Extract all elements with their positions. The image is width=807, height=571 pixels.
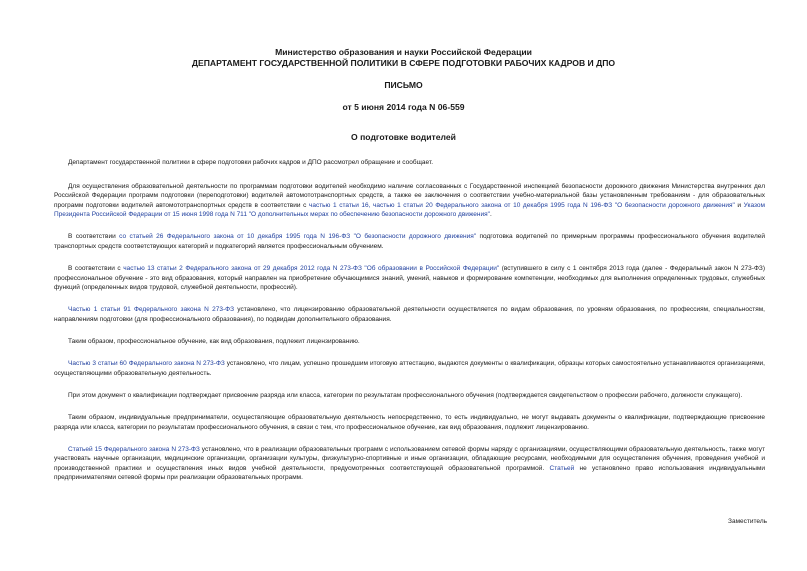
paragraph-text: не установлено право использования индивидуальными предпринимателями сетевой формы при реализации образовательных программ. — [54, 464, 765, 482]
document-type: ПИСЬМО — [384, 80, 423, 90]
paragraph-text: Департамент государственной политики в сфере подготовки рабочих кадров и ДПО рассмотрел обращение и сообщает. — [68, 159, 434, 166]
paragraph-text: установлено, что в реализации образовательных программ с использованием сетевой формы наряду с организациями, осуществляющими образовательную деятельность, также могут участвовать научные организации, медицинские организации, организации культуры, физкультурно-спортивные и иные организации, обладающие ресурсами, необходимыми для осуществления обучения, проведения учебной и производственной практики и осуществления иных видов учебной деятельности, предусмотренных соответствующей образовательной программой. — [54, 445, 765, 472]
paragraph-text: Для осуществления образовательной деятельности по программам подготовки водителей необходимо наличие согласованных с Государственной инспекцией безопасности дорожного движения Министерства внутренних дел Российской Федерации программ подготовки (переподготовки) водителей автомототранспортных средств, а также ее заключения о соответствии учебно-материальной базы установленным требованиям - для образовательных программ подготовки водителей автомототранспортных средств в соответствии с — [54, 182, 765, 209]
paragraph-text: Таким образом, профессиональное обучение, как вид образования, подлежит лицензированию. — [68, 338, 360, 346]
paragraph-7 — [54, 359, 765, 378]
department-title: ДЕПАРТАМЕНТ ГОСУДАРСТВЕННОЙ ПОЛИТИКИ В СФЕРЕ ПОДГОТОВКИ РАБОЧИХ КАДРОВ И ДПО — [191, 58, 616, 68]
law-link-273fz-art91[interactable]: Частью 1 статьи 91 Федерального закона N 273-ФЗ — [68, 306, 234, 314]
paragraph-6 — [54, 337, 765, 347]
paragraph-1 — [54, 158, 765, 168]
paragraph-3 — [54, 232, 765, 251]
paragraph-text: установлено, что лицам, успешно прошедшим итоговую аттестацию, выдаются документы о квалификации, образцы которых самостоятельно устанавливаются организациями, осуществляющими образовательную деятельность. — [54, 360, 765, 377]
paragraph-text: подготовка водителей по примерным программы профессионального обучения водителей транспортных средств соответствующих категорий и подкатегорий является профессиональным обучением. — [54, 233, 765, 251]
paragraph-text: и — [734, 201, 744, 209]
document-body — [54, 158, 765, 496]
paragraph-text: (вступившего в силу с 1 сентября 2013 года (далее - Федеральный закон N 273-ФЗ) профессиональное обучение - это вид образования, который направлен на приобретение обучающимися знаний, умений, навыков и формирование компетенции, необходимых для выполнения определенных трудовых, служебных функций (определенных видов трудовой, служебной деятельности, профессий). — [54, 265, 765, 292]
law-link-273fz-art60[interactable]: Частью 3 статьи 60 Федерального закона N 273-ФЗ — [68, 360, 225, 368]
law-link-273fz-art2[interactable]: частью 13 статьи 2 Федерального закона от 29 декабря 2012 года N 273-ФЗ "Об образовании в Российской Федерации" — [123, 265, 500, 273]
law-link-196fz-art26[interactable]: со статьей 26 Федерального закона от 10 декабря 1995 года N 196-ФЗ "О безопасности дорожного движения" — [119, 233, 477, 241]
paragraph-text: При этом документ о квалификации подтверждает присвоение разряда или класса, категории по результатам профессионального обучения (подтверждается свидетельством о профессии рабочего, должности служащего). — [68, 391, 743, 399]
paragraph-text: В соответствии — [68, 233, 120, 241]
paragraph-text: . — [489, 211, 492, 219]
ministry-title: Министерство образования и науки Российской Федерации — [275, 47, 532, 57]
paragraph-text: Таким образом, индивидуальные предприниматели, осуществляющие образовательную деятельность непосредственно, то есть индивидуально, не могут выдавать документы о квалификации, подтверждающие присвоение разряда или класса, категории по результатам профессионального обучения, в связи с тем, что профессиональное обучение, как вид образования, подлежит лицензированию. — [54, 414, 765, 431]
paragraph-text: установлено, что лицензированию образовательной деятельности осуществляется по видам образования, по уровням образования, по профессиям, специальностям, направлениям подготовки (для профессионального образования), по подвидам дополнительного образования. — [54, 306, 765, 324]
paragraph-4 — [54, 264, 765, 293]
paragraph-text: В соответствии с — [68, 265, 124, 273]
law-link-196fz-art16-20[interactable]: частью 1 статьи 16, частью 1 статьи 20 Федерального закона от 10 декабря 1995 года N 196-ФЗ "О безопасности дорожного движения" — [308, 201, 735, 209]
paragraph-10 — [54, 445, 765, 483]
paragraph-8 — [54, 391, 765, 401]
signature-title: Заместитель — [728, 518, 767, 525]
document-date-number: от 5 июня 2014 года N 06-559 — [342, 102, 465, 112]
law-link-273fz-art15[interactable]: Статьей 15 Федерального закона N 273-ФЗ — [68, 445, 200, 453]
paragraph-9 — [54, 413, 765, 432]
decree-link-711[interactable]: Указом Президента Российской Федерации от 15 июня 1998 года N 711 "О дополнительных мерах по обеспечению безопасности дорожного движения" — [54, 201, 765, 219]
paragraph-5 — [54, 305, 765, 324]
document-subject: О подготовке водителей — [351, 132, 456, 142]
paragraph-2 — [54, 182, 765, 220]
law-link-article[interactable]: Статьей — [549, 464, 575, 472]
